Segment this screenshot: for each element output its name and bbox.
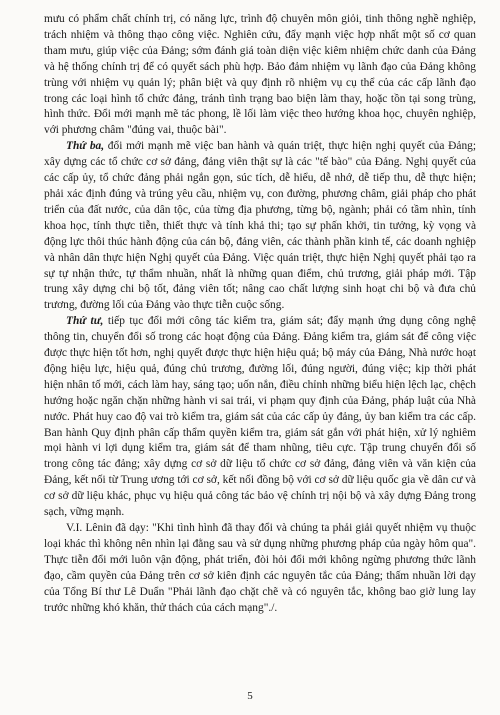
paragraph-lead: Thứ tư,: [66, 315, 104, 328]
paragraph-text: đổi mới mạnh mẽ việc ban hành và quán triệt, thực hiện nghị quyết của Đảng; xây dựng các tổ chức cơ sở đảng, đảng viên thật sự là các "tế bào" của Đảng. Nghị quyết của các cấp ủy, tổ chức đảng phải ngắn gọn, súc tích, dễ hiểu, dễ nhớ, dễ tiếp thu, dễ thực hiện; phải xác định đúng và trúng yêu cầu, nhiệm vụ, con đường, phương châm, giải pháp cho phát triển của đất nước, của dân tộc, của từng địa phương, từng bộ, ngành; phải có tầm nhìn, tính khoa học, tính thực tiễn, thiết thực và tính khả thi; tạo sự phấn khởi, tin tưởng, kỳ vọng và động lực thôi thúc hành động của cán bộ, đảng viên, các thành phần kinh tế, các doanh nghiệp và nhân dân thực hiện Nghị quyết của Đảng. Việc quán triệt, thực hiện Nghị quyết phải tạo ra sự tự nhận thức, tự thẩm nhuần, nhất là những quan điểm, chủ trương, giải pháp mới. Tập trung xây dựng chi bộ tốt, đảng viên tốt; nâng cao chất lượng sinh hoạt chi bộ và đưa chủ trương, đường lối của Đảng vào thực tiễn cuộc sống.: [44, 140, 476, 312]
page-number: 5: [247, 690, 253, 702]
paragraph-lead: Thứ ba,: [66, 140, 105, 153]
paragraph-text: V.I. Lênin đã dạy: "Khi tình hình đã thay đổi và chúng ta phải giải quyết nhiệm vụ thuộc loại khác thì không nên nhìn lại đằng sau và sử dụng những phương pháp của ngày hôm qua". Thực tiễn đổi mới luôn vận động, phát triển, đòi hỏi đổi mới không ngừng phương thức lãnh đạo, cầm quyền của Đảng trên cơ sở kiên định các nguyên tắc của Đảng; thấm nhuần lời dạy của Tổng Bí thư Lê Duẩn "Phải lãnh đạo chặt chẽ và có nguyên tắc, không bao giờ lung lay trước những khó khăn, thử thách của cách mạng"./.: [44, 522, 476, 614]
paragraph-fourth-point: [44, 314, 476, 521]
paragraph-text: mưu có phẩm chất chính trị, có năng lực, trình độ chuyên môn giỏi, tinh thông nghề nghiệp, trách nhiệm và thông thạo công việc. Nghiên cứu, đẩy mạnh việc hợp nhất một số cơ quan tham mưu, giúp việc của Đảng; sớm đánh giá toàn diện việc kiêm nhiệm chức danh của Đảng và hệ thống chính trị để có quyết sách phù hợp. Bảo đảm nhiệm vụ lãnh đạo của Đảng không trùng với nhiệm vụ quản lý; phân biệt và quy định rõ nhiệm vụ cụ thể của các cấp lãnh đạo trong các loại hình tổ chức đảng, tránh tình trạng bao biện làm thay, hoặc tồn tại song trùng, hình thức. Đổi mới mạnh mẽ tác phong, lề lối làm việc theo hướng khoa học, chuyên nghiệp, với phương châm "đúng vai, thuộc bài".: [44, 13, 476, 137]
paragraph-continuation: [44, 12, 476, 139]
paragraph-third-point: [44, 139, 476, 314]
paragraph-text: tiếp tục đổi mới công tác kiểm tra, giám sát; đẩy mạnh ứng dụng công nghệ thông tin, chuyển đổi số trong các hoạt động của Đảng. Đảng kiểm tra, giám sát để công việc được thực hiện tốt hơn, nghị quyết được thực hiện hiệu quả; bộ máy của Đảng, Nhà nước hoạt động hiệu lực, hiệu quả, đúng chủ trương, đường lối, đúng người, đúng việc; kịp thời phát hiện nhân tố mới, cách làm hay, sáng tạo; uốn nắn, điều chỉnh những biểu hiện lệch lạc, chệch hướng hoặc ngăn chặn những hành vi sai trái, vi phạm quy định của Đảng, pháp luật của Nhà nước. Phát huy cao độ vai trò kiểm tra, giám sát của các cấp ủy đảng, ủy ban kiểm tra các cấp. Ban hành Quy định phân cấp thẩm quyền kiểm tra, giám sát gắn với phát hiện, xử lý nghiêm mọi hành vi lợi dụng kiểm tra, giám sát để tham nhũng, tiêu cực. Tập trung chuyển đổi số trong công tác đảng; xây dựng cơ sở dữ liệu tổ chức cơ sở đảng, đảng viên và văn kiện của Đảng, kết nối từ Trung ương tới cơ sở, kết nối đồng bộ với cơ sở dữ liệu quốc gia về dân cư và cơ sở dữ liệu khác, phục vụ hiệu quả công tác bảo vệ chính trị nội bộ và xây dựng Đảng trong sạch, vững mạnh.: [44, 315, 476, 519]
paragraph-lenin-quote: [44, 521, 476, 616]
